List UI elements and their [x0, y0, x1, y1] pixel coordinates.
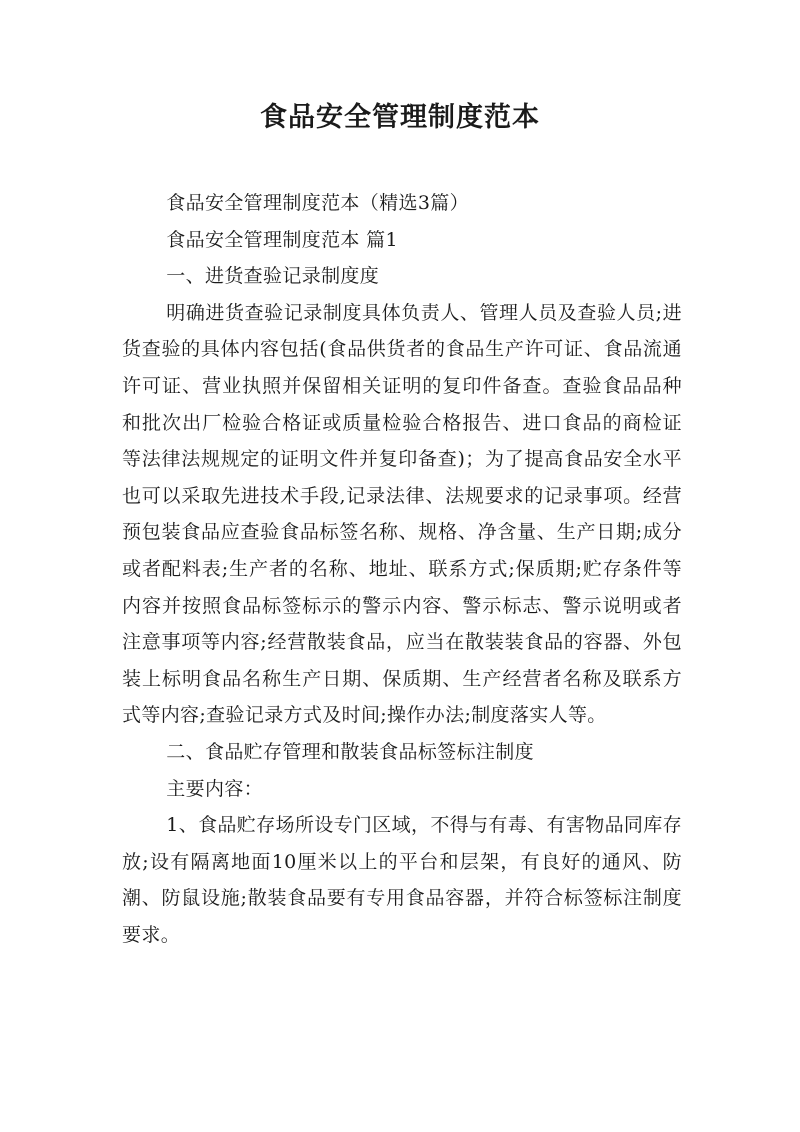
- paragraph-heading-1: 一、进货查验记录制度度: [166, 265, 380, 288]
- paragraph-body-1: 明确进货查验记录制度具体负责人、管理人员及查验人员;进货查验的具体内容包括(食品供货者的食品生产许可证、食品流通许可证、营业执照并保留相关证明的复印件备查。查验食品品种和批次出厂检验合格证或质量检验合格报告、进口食品的商检证等法律法规规定的证明文件并复印备查)；为了提高食品安全水平也可以采取先进技术手段,记录法律、法规要求的记录事项。经营预包装食品应查验食品标签名称、规格、净含量、生产日期;成分或者配料表;生产者的名称、地址、联系方式;保质期;贮存条件等内容并按照食品标签标示的警示内容、警示标志、警示说明或者注意事项等内容;经营散装食品，应当在散装装食品的容器、外包装上标明食品名称生产日期、保质期、生产经营者名称及联系方式等内容;查验记录方式及时间;操作办法;制度落实人等。: [122, 301, 682, 727]
- paragraph-heading-2: 二、食品贮存管理和散装食品标签标注制度: [166, 740, 534, 763]
- document-body: [122, 185, 682, 953]
- paragraph-section-heading: 食品安全管理制度范本 篇1: [166, 228, 398, 251]
- document-title: 食品安全管理制度范本: [260, 102, 540, 133]
- paragraph-main-content-label: 主要内容：: [166, 777, 264, 800]
- paragraph-subtitle: 食品安全管理制度范本（精选3篇）: [166, 192, 469, 214]
- paragraph-body-2: 1、食品贮存场所设专门区域，不得与有毒、有害物品同库存放;设有隔离地面10厘米以上的平台和层架，有良好的通风、防潮、防鼠设施;散装食品要有专用食品容器，并符合标签标注制度要求。: [122, 814, 682, 946]
